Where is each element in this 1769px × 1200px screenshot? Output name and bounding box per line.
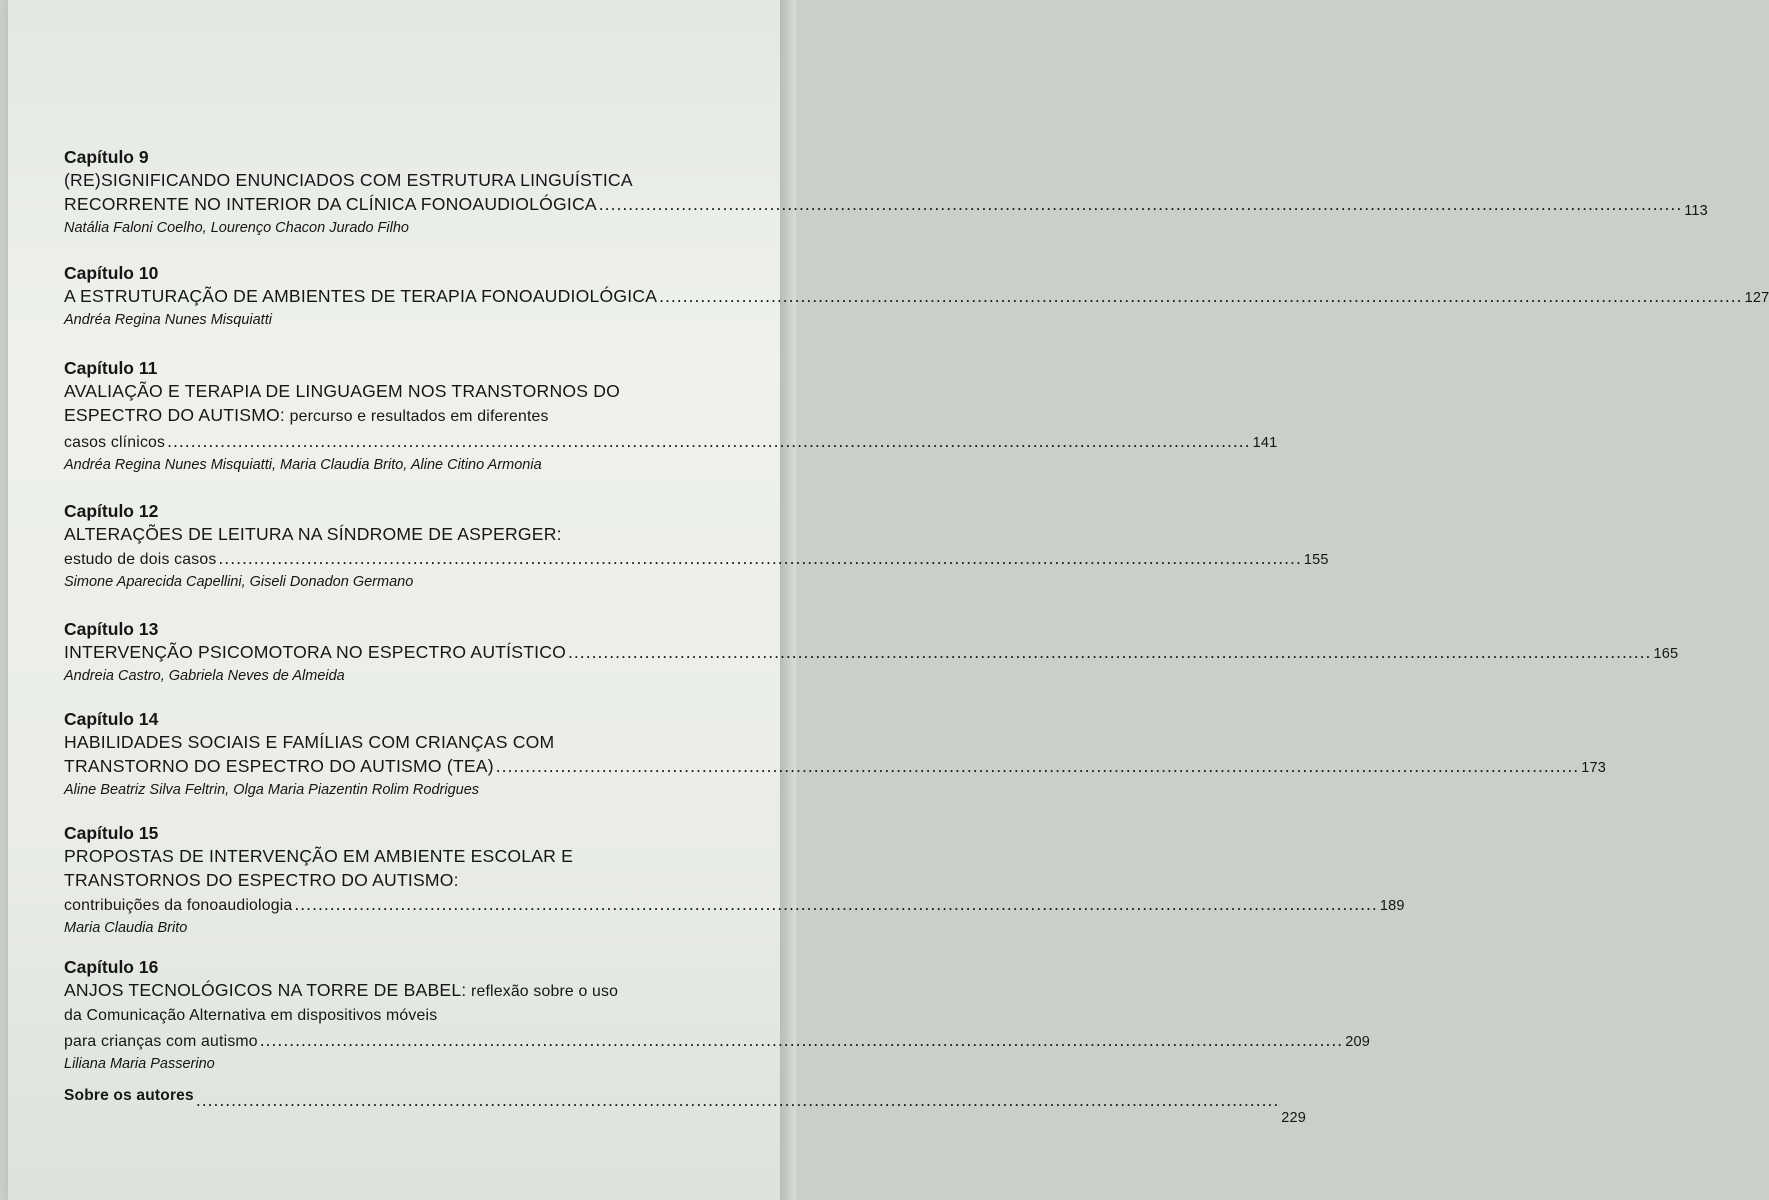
dot-leader: ........................................................................................................................................................................................ — [495, 756, 1580, 776]
chapter-title-line — [64, 640, 1679, 666]
page-number: 127 — [1744, 290, 1769, 306]
dot-leader: ........................................................................................................................................................................................ — [259, 1030, 1344, 1050]
chapter-subtitle-text: estudo de dois casos — [64, 551, 217, 568]
chapter-authors: Andreia Castro, Gabriela Neves de Almeida — [64, 668, 345, 684]
chapter-authors: Andréa Regina Nunes Misquiatti, Maria Claudia Brito, Aline Citino Armonia — [64, 457, 542, 473]
chapter-title-line — [64, 892, 1405, 918]
page-number: 189 — [1379, 898, 1405, 914]
page-number: 229 — [1281, 1110, 1307, 1126]
chapter-title-line: ALTERAÇÕES DE LEITURA NA SÍNDROME DE ASPERGER: — [64, 524, 562, 544]
chapter-title-line — [64, 403, 772, 429]
chapter-label: Capítulo 10 — [64, 263, 159, 283]
dot-leader: ........................................................................................................................................................................................ — [659, 286, 1743, 306]
chapter-subtitle-text: reflexão sobre o uso — [466, 983, 619, 1000]
toc-entry-12 — [64, 500, 1329, 592]
chapter-title-text: RECORRENTE NO INTERIOR DA CLÍNICA FONOAUDIOLÓGICA — [64, 194, 597, 214]
chapter-title-text: TRANSTORNO DO ESPECTRO DO AUTISMO (TEA) — [64, 756, 494, 776]
chapter-label: Capítulo 14 — [64, 709, 159, 729]
chapter-title-line — [64, 284, 1769, 310]
chapter-label: Capítulo 11 — [64, 358, 158, 378]
chapter-label: Capítulo 9 — [64, 147, 149, 167]
chapter-subtitle-text: casos clínicos — [64, 434, 166, 451]
chapter-authors: Liliana Maria Passerino — [64, 1056, 215, 1072]
chapter-subtitle-text: contribuições da fonoaudiologia — [64, 897, 293, 914]
toc-entry-about — [64, 1082, 1307, 1126]
about-authors-label: Sobre os autores — [64, 1087, 194, 1104]
chapter-title-line — [64, 429, 1278, 455]
toc-entry-11 — [64, 357, 1278, 475]
chapter-subtitle-text: percurso e resultados em diferentes — [285, 408, 549, 425]
chapter-label: Capítulo 13 — [64, 619, 159, 639]
page-number: 113 — [1684, 203, 1708, 219]
dot-leader: ........................................................................................................................................................................................ — [167, 431, 1251, 451]
chapter-label: Capítulo 12 — [64, 501, 159, 521]
dot-leader: ........................................................................................................................................................................................ — [294, 894, 1378, 914]
chapter-title-line: da Comunicação Alternativa em dispositivos móveis — [64, 1007, 438, 1024]
chapter-title-line — [64, 546, 1329, 572]
dot-leader: ........................................................................................................................................................................................ — [568, 642, 1652, 662]
chapter-title-text: ANJOS TECNOLÓGICOS NA TORRE DE BABEL: — [64, 980, 467, 1000]
chapter-authors: Maria Claudia Brito — [64, 920, 188, 936]
toc-entry-9 — [64, 146, 1708, 238]
chapter-label: Capítulo 15 — [64, 823, 159, 843]
toc-entry-16 — [64, 956, 1370, 1074]
page-number: 209 — [1345, 1034, 1370, 1050]
chapter-title-text: A ESTRUTURAÇÃO DE AMBIENTES DE TERAPIA FONOAUDIOLÓGICA — [64, 286, 658, 306]
chapter-authors: Aline Beatriz Silva Feltrin, Olga Maria Piazentin Rolim Rodrigues — [64, 782, 480, 798]
chapter-title-text: INTERVENÇÃO PSICOMOTORA NO ESPECTRO AUTÍSTICO — [64, 642, 567, 662]
chapter-title-text: ESPECTRO DO AUTISMO: — [64, 405, 286, 425]
toc-entry-13 — [64, 618, 1679, 686]
dot-leader: ........................................................................................................................................................................................ — [218, 548, 1302, 568]
dot-leader: ........................................................................................................................................................................................ — [598, 194, 1683, 214]
page-number: 173 — [1581, 760, 1606, 776]
chapter-title-line — [64, 978, 772, 1004]
chapter-authors: Natália Faloni Coelho, Lourenço Chacon Jurado Filho — [64, 220, 409, 236]
chapter-title-line: TRANSTORNOS DO ESPECTRO DO AUTISMO: — [64, 870, 459, 890]
chapter-title-line — [64, 754, 1606, 780]
chapter-authors: Simone Aparecida Capellini, Giseli Donadon Germano — [64, 574, 414, 590]
toc-entry-10 — [64, 262, 1769, 330]
page-number: 141 — [1252, 435, 1278, 451]
chapter-title-line — [64, 192, 1708, 219]
dot-leader: ........................................................................................................................................................................................ — [195, 1090, 1280, 1110]
chapter-title-line: HABILIDADES SOCIAIS E FAMÍLIAS COM CRIANÇAS COM — [64, 732, 555, 752]
page-number: 165 — [1653, 646, 1679, 662]
chapter-label: Capítulo 16 — [64, 957, 159, 977]
about-authors-line — [64, 1082, 1307, 1126]
page-number: 155 — [1303, 552, 1329, 568]
chapter-subtitle-text: para crianças com autismo — [64, 1033, 258, 1050]
chapter-title-line — [64, 1028, 1370, 1054]
chapter-title-line: AVALIAÇÃO E TERAPIA DE LINGUAGEM NOS TRANSTORNOS DO — [64, 381, 621, 401]
chapter-title-line: (RE)SIGNIFICANDO ENUNCIADOS COM ESTRUTURA LINGUÍSTICA — [64, 170, 633, 190]
toc-entry-15 — [64, 822, 1405, 938]
toc-entry-14 — [64, 708, 1606, 800]
chapter-title-line: PROPOSTAS DE INTERVENÇÃO EM AMBIENTE ESCOLAR E — [64, 846, 574, 866]
chapter-authors: Andréa Regina Nunes Misquiatti — [64, 312, 272, 328]
